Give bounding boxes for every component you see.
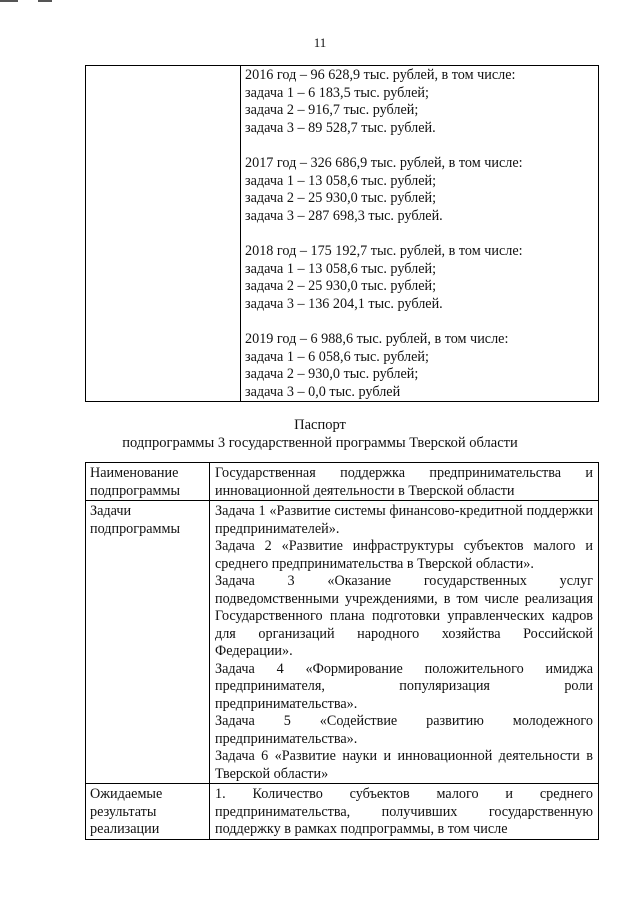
year-total: 2018 год – 175 192,7 тыс. рублей, в том числе:	[245, 243, 523, 259]
expected-results-text: 1. Количество субъектов малого и среднего предпринимательства, получивших государственную поддержку в рамках подпрограммы, в том числе	[215, 786, 593, 836]
subprogram-name: Государственная поддержка предпринимательства и инновационной деятельности в Тверской области	[210, 463, 599, 501]
financing-year-2018	[245, 243, 594, 313]
expected-results	[210, 784, 599, 840]
task-amount: задача 2 – 930,0 тыс. рублей;	[245, 366, 419, 382]
financing-table	[85, 65, 599, 402]
passport-table	[85, 462, 599, 840]
scan-mark-right	[38, 0, 52, 2]
scan-mark-left	[0, 0, 18, 2]
tasks-list	[210, 501, 599, 784]
task-item: Задача 4 «Формирование положительного имиджа предпринимателя, популяризация роли предпринимательства».	[215, 660, 593, 712]
task-amount: задача 1 – 6 058,6 тыс. рублей;	[245, 348, 429, 365]
page-number: 11	[313, 35, 327, 50]
passport-subtitle: подпрограммы 3 государственной программы Тверской области	[122, 435, 518, 451]
row-label: Ожидаемые результаты реализации	[86, 784, 210, 840]
table-row	[86, 501, 599, 784]
task-amount: задача 2 – 916,7 тыс. рублей;	[245, 102, 419, 118]
task-item: Задача 2 «Развитие инфраструктуры субъектов малого и среднего предпринимательства в Тверской области».	[215, 538, 593, 572]
task-amount: задача 2 – 25 930,0 тыс. рублей;	[245, 278, 437, 294]
task-amount: задача 3 – 287 698,3 тыс. рублей.	[245, 207, 443, 224]
table-row	[86, 66, 599, 402]
task-amount: задача 2 – 25 930,0 тыс. рублей;	[245, 190, 437, 206]
task-amount: задача 1 – 6 183,5 тыс. рублей;	[245, 84, 429, 101]
year-total: 2019 год – 6 988,6 тыс. рублей, в том числе:	[245, 331, 509, 347]
row-label: Задачи подпрограммы	[86, 501, 210, 784]
row-label: Наименование подпрограммы	[86, 463, 210, 501]
task-item: Задача 1 «Развитие системы финансово-кредитной поддержки предпринимателей».	[215, 503, 593, 537]
table-row	[86, 463, 599, 501]
financing-year-2016	[245, 67, 594, 137]
task-item: Задача 5 «Содействие развитию молодежного предпринимательства».	[215, 713, 593, 747]
task-amount: задача 3 – 0,0 тыс. рублей	[245, 383, 401, 400]
task-item: Задача 3 «Оказание государственных услуг подведомственными учреждениями, в том числе реализация Государственного плана подготовки управленческих кадров для организаций народного хозяйства Российской Федерации».	[215, 573, 593, 659]
financing-cell	[241, 66, 599, 402]
task-amount: задача 3 – 89 528,7 тыс. рублей.	[245, 119, 436, 136]
financing-year-2019	[245, 331, 594, 401]
task-amount: задача 3 – 136 204,1 тыс. рублей.	[245, 295, 443, 312]
task-amount: задача 1 – 13 058,6 тыс. рублей;	[245, 172, 437, 189]
empty-label-cell	[86, 66, 241, 402]
passport-title: Паспорт	[294, 417, 346, 433]
year-total: 2017 год – 326 686,9 тыс. рублей, в том числе:	[245, 155, 523, 171]
year-total: 2016 год – 96 628,9 тыс. рублей, в том числе:	[245, 67, 516, 83]
task-item: Задача 6 «Развитие науки и инновационной деятельности в Тверской области»	[215, 748, 593, 782]
financing-year-2017	[245, 155, 594, 225]
task-amount: задача 1 – 13 058,6 тыс. рублей;	[245, 260, 437, 277]
table-row	[86, 784, 599, 840]
